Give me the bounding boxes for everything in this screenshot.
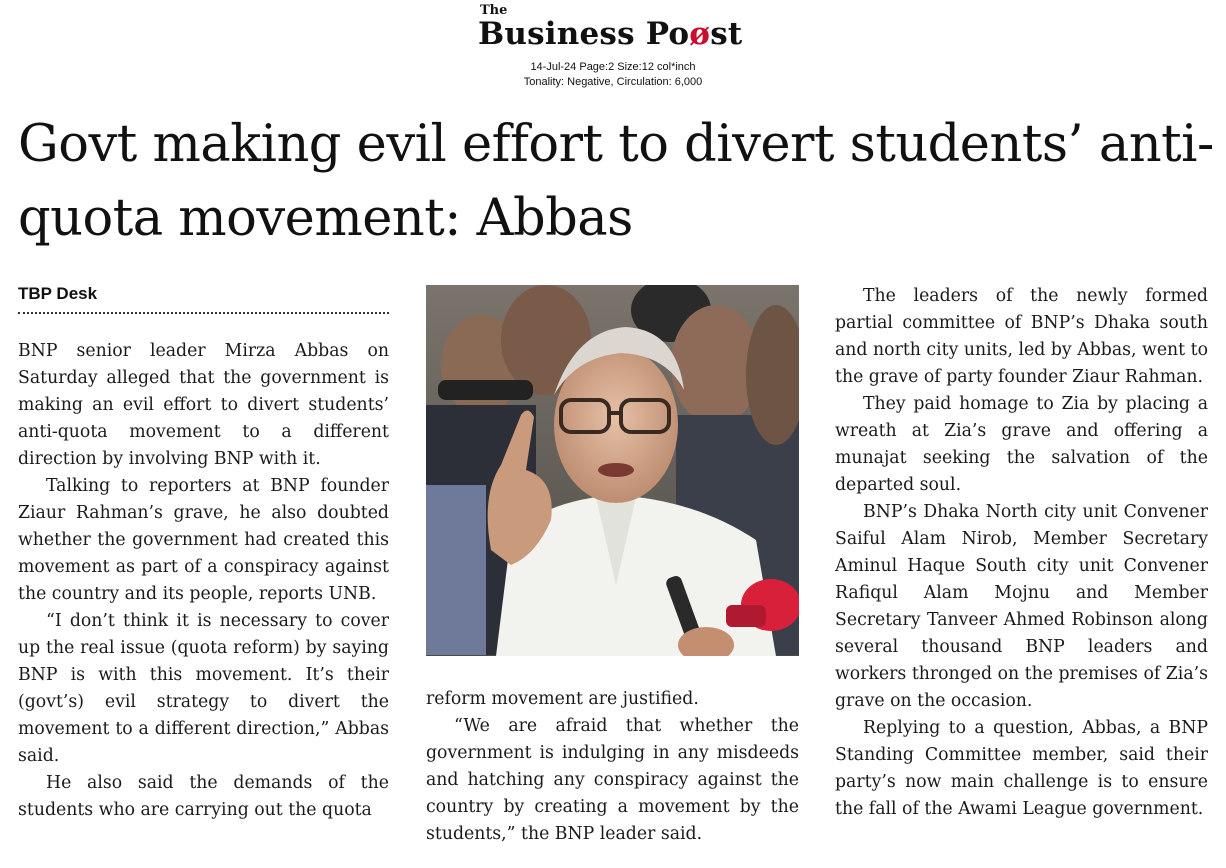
paragraph: reform movement are justified. [426,689,699,709]
paragraph: Talking to reporters at BNP founder Ziaur Rahman’s grave, he also doubted whether the government had created this movement as part of a conspiracy against the country and its people, reports UNB. [18,476,389,604]
paragraph: The leaders of the newly formed partial committee of BNP’s Dhaka south and north city units, led by Abbas, went to the grave of party founder Ziaur Rahman. [835,286,1208,387]
article-photo [426,285,799,656]
paragraph: BNP’s Dhaka North city unit Convener Saiful Alam Nirob, Member Secretary Aminul Haque South city unit Convener Rafiqul Alam Mojnu and Member Secretary Tanveer Ahmed Robinson along several thousand BNP leaders and workers thronged on the premises of Zia’s grave on the occasion. [835,502,1208,711]
byline-divider [18,312,389,314]
paragraph: “We are afraid that whether the government is indulging in any misdeeds and hatching any conspiracy against the country by creating a movement by the students,” the BNP leader said. [426,716,799,844]
paragraph: He also said the demands of the students who are carrying out the quota [18,773,389,820]
paragraph: “I don’t think it is necessary to cover up the real issue (quota reform) by saying BNP is with this movement. It’s their (govt’s) evil strategy to divert the movement to a different direction,” Abbas said. [18,611,389,766]
article-column-3 [835,283,1208,823]
masthead-logo-part2: st [710,16,743,52]
paragraph: BNP senior leader Mirza Abbas on Saturday alleged that the government is making an evil effort to divert students’ anti-quota movement to a different direction by involving BNP with it. [18,341,389,469]
paragraph: They paid homage to Zia by placing a wreath at Zia’s grave and offering a munajat seeking the salvation of the departed soul. [835,394,1208,495]
article-headline: Govt making evil effort to divert students’ anti-quota movement: Abbas [18,115,1214,248]
paragraph: Replying to a question, Abbas, a BNP Standing Committee member, said their party’s now main challenge is to ensure the fall of the Awami League government. [835,718,1208,819]
article-column-2 [426,686,799,848]
photo-illustration [426,285,799,656]
article-byline: TBP Desk [18,284,98,303]
clipping-meta-tonality: Tonality: Negative, Circulation: 6,000 [523,76,703,88]
masthead-the: The [480,3,508,18]
masthead-logo-part1: Business Po [478,16,690,52]
article-column-1 [18,338,389,824]
masthead-logo-slash: ø [689,16,711,52]
clipping-meta-size: 14-Jul-24 Page:2 Size:12 col*inch [530,61,696,73]
masthead-logo [478,16,742,52]
